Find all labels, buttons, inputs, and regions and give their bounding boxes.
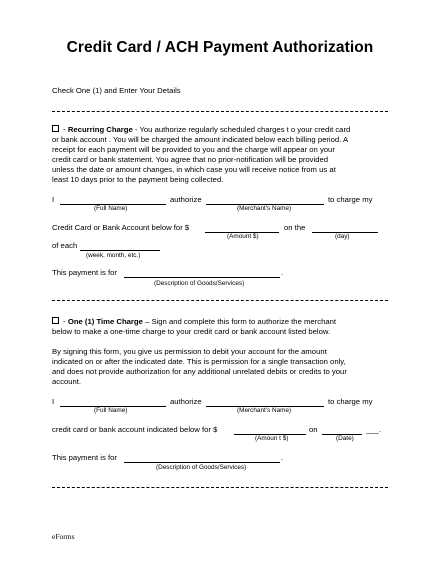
recurring-dash: -	[61, 125, 68, 134]
check-one-instruction: Check One (1) and Enter Your Details	[52, 86, 181, 95]
recurring-merchant-caption: (Merchant's Name)	[237, 205, 292, 212]
onetime-payment-for-label: This payment is for	[52, 453, 117, 462]
onetime-checkbox[interactable]	[52, 317, 59, 324]
onetime-to-charge-label: to charge my	[328, 397, 373, 406]
recurring-line: unless the date or amount changes, in which case you will receive notice from us at	[52, 165, 336, 174]
recurring-authorize-label: authorize	[170, 195, 202, 204]
recurring-text: - You authorize regularly scheduled charges t o your credit card	[132, 125, 351, 134]
recurring-on-the-label: on the	[284, 223, 306, 232]
recurring-line: or bank account . You will be charged the amount indicated below each billing period. A	[52, 135, 349, 144]
recurring-period: .	[281, 268, 284, 277]
onetime-para-line: account.	[52, 377, 82, 386]
onetime-para-line: and does not provide authorization for any additional unrelated debits or credits to your	[52, 367, 347, 376]
onetime-on-label: on	[309, 425, 318, 434]
footer-brand: eForms	[52, 532, 75, 541]
recurring-line: least 10 days prior to the payment being collected.	[52, 175, 224, 184]
divider-top	[52, 111, 388, 112]
recurring-full-name-caption: (Full Name)	[94, 205, 128, 212]
onetime-full-name-caption: (Full Name)	[94, 407, 128, 414]
divider-bottom	[52, 487, 388, 488]
recurring-option	[52, 125, 350, 135]
page-title: Credit Card / ACH Payment Authorization	[66, 39, 374, 56]
onetime-amount-caption: (Amoun t $)	[255, 435, 289, 442]
recurring-period-caption: (week, month, etc.)	[86, 252, 141, 259]
onetime-option	[52, 317, 336, 327]
recurring-of-each-label: of each	[52, 241, 78, 250]
onetime-dash: -	[61, 317, 68, 326]
onetime-para-line: By signing this form, you give us permission to debit your account for the amount	[52, 347, 327, 356]
recurring-description-caption: (Description of Goods/Services)	[154, 280, 245, 287]
recurring-line: receipt for each payment will be provided to you and the charge will appear on your	[52, 145, 335, 154]
onetime-heading: One (1) Time Charge	[67, 317, 143, 326]
divider-middle	[52, 300, 388, 301]
recurring-payment-for-label: This payment is for	[52, 268, 117, 277]
recurring-to-charge-label: to charge my	[328, 195, 373, 204]
recurring-card-label: Credit Card or Bank Account below for $	[52, 223, 190, 232]
onetime-description-field[interactable]	[124, 455, 280, 463]
onetime-card-label: credit card or bank account indicated below for $	[52, 425, 218, 434]
recurring-full-name-field[interactable]	[60, 197, 166, 205]
onetime-merchant-caption: (Merchant's Name)	[237, 407, 292, 414]
onetime-date-caption: (Date)	[336, 435, 354, 442]
recurring-line: credit card or bank statement. You agree that no prior-notification will be provided	[52, 155, 329, 164]
recurring-checkbox[interactable]	[52, 125, 59, 132]
recurring-amount-caption: (Amount $)	[227, 233, 259, 240]
recurring-amount-field[interactable]	[205, 225, 279, 233]
recurring-period-field[interactable]	[80, 243, 160, 251]
onetime-para-line: indicated on or after the indicated date. This is permission for a single transaction only,	[52, 357, 346, 366]
onetime-authorize-label: authorize	[170, 397, 202, 406]
onetime-i-label: I	[52, 397, 55, 406]
onetime-date-field[interactable]	[322, 427, 362, 435]
onetime-merchant-field[interactable]	[206, 399, 324, 407]
recurring-day-field[interactable]	[312, 225, 378, 233]
onetime-line: below to make a one-time charge to your credit card or bank account listed below.	[52, 327, 331, 336]
onetime-period: .	[281, 453, 284, 462]
recurring-description-field[interactable]	[124, 270, 280, 278]
recurring-merchant-field[interactable]	[206, 197, 324, 205]
recurring-day-caption: (day)	[335, 233, 350, 240]
onetime-text: – Sign and complete this form to authorize the merchant	[142, 317, 337, 326]
onetime-amount-field[interactable]	[234, 427, 306, 435]
recurring-i-label: I	[52, 195, 55, 204]
onetime-description-caption: (Description of Goods/Services)	[156, 464, 247, 471]
onetime-full-name-field[interactable]	[60, 399, 166, 407]
recurring-heading: Recurring Charge	[67, 125, 133, 134]
onetime-trailing-blank: ___.	[366, 425, 381, 434]
